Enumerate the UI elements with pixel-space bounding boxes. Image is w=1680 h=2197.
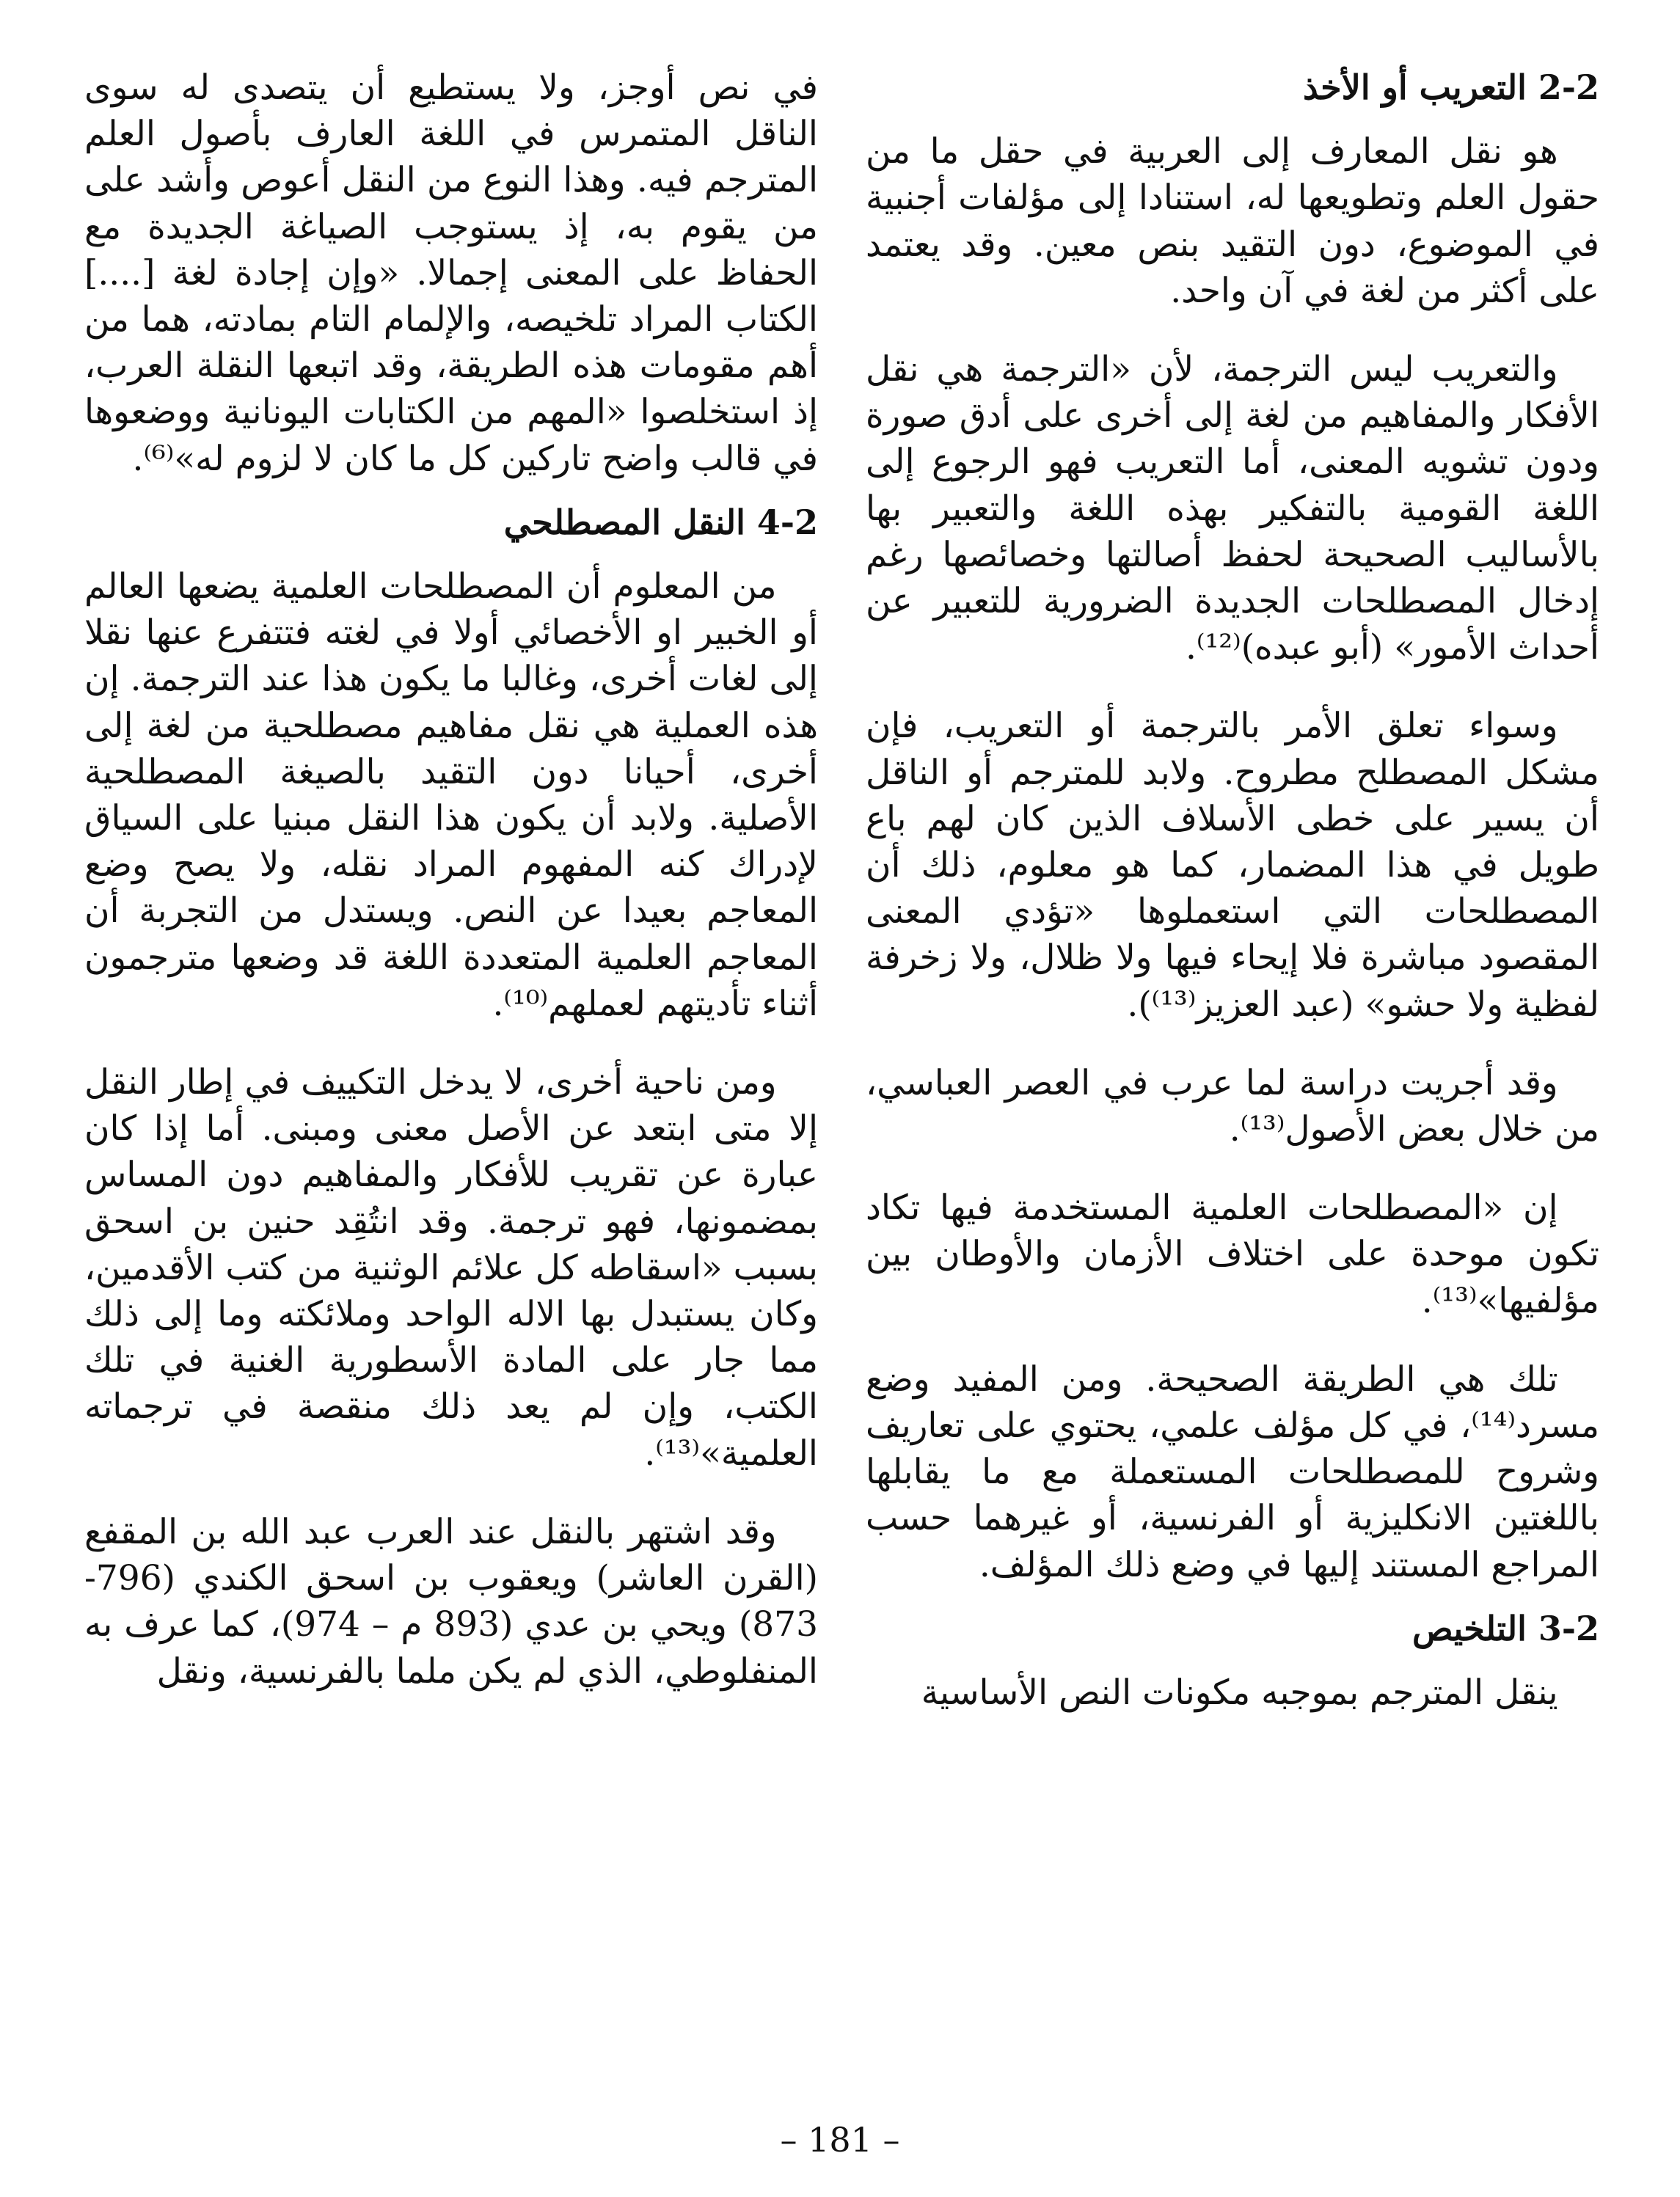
section-heading-3-2: 3-2 التلخيص	[1412, 1608, 1599, 1648]
page-number: – 181 –	[780, 2120, 900, 2160]
paragraph: وسواء تعلق الأمر بالترجمة أو التعريب، فإن مشكل المصطلح مطروح. ولابد للمترجم أو الناقل أن يسير على خطى الأسلاف الذين كان لهم باع طويل في هذا المضمار، كما هو معلوم، ذلك أن المصطلحات التي استعملوها «تؤدي المعنى المقصود مباشرة فلا إيحاء فيها ولا ظلال، ولا زخرفة لفظية ولا حشو» (عبد العزيز⁽¹³⁾).	[866, 706, 1599, 1025]
paragraph: تلك هي الطريقة الصحيحة. ومن المفيد وضع مسرد⁽¹⁴⁾، في كل مؤلف علمي، يحتوي على تعاريف وشروح للمصطلحات المستعملة مع ما يقابلها باللغتين الانكليزية أو الفرنسية، أو غيرهما حسب المراجع المستند إليها في وضع ذلك المؤلف.	[866, 1359, 1599, 1585]
paragraph: إن «المصطلحات العلمية المستخدمة فيها تكاد تكون موحدة على اختلاف الأزمان والأوطان بين مؤلفيها»⁽¹³⁾.	[866, 1188, 1599, 1321]
paragraph: وقد أجريت دراسة لما عرب في العصر العباسي، من خلال بعض الأصول⁽¹³⁾.	[866, 1062, 1599, 1150]
paragraph: من المعلوم أن المصطلحات العلمية يضعها العالم أو الخبير او الأخصائي أولا في لغته فتتفرع عنها نقلا إلى لغات أخرى، وغالبا ما يكون هذا عند الترجمة. إن هذه العملية هي نقل مفاهيم مصطلحية من لغة إلى أخرى، أحيانا دون التقيد بالصيغة المصطلحية الأصلية. ولابد أن يكون هذا النقل مبنيا على السياق لإدراك كنه المفهوم المراد نقله، ولا يصح وضع المعاجم بعيدا عن النص. ويستدل من التجربة أن المعاجم العلمية المتعددة اللغة قد وضعها مترجمون أثناء تأديتهم لعملهم⁽¹⁰⁾.	[84, 566, 818, 1024]
paragraph: والتعريب ليس الترجمة، لأن «الترجمة هي نقل الأفكار والمفاهيم من لغة إلى أخرى على أدق صورة ودون تشويه المعنى، أما التعريب فهو الرجوع إلى اللغة القومية بالتفكير بهذه اللغة والتعبير بها بالأساليب الصحيحة لحفظ أصالتها وخصائصها رغم إدخال المصطلحات الجديدة الضرورية للتعبير عن أحداث الأمور» (أبو عبده)⁽¹²⁾.	[866, 349, 1599, 668]
paragraph: هو نقل المعارف إلى العربية في حقل ما من حقول العلم وتطويعها له، استنادا إلى مؤلفات أجنبية في الموضوع، دون التقيد بنص معين. وقد يعتمد على أكثر من لغة في آن واحد.	[866, 131, 1599, 311]
paragraph: ومن ناحية أخرى، لا يدخل التكييف في إطار النقل إلا متى ابتعد عن الأصل معنى ومبنى. أما إذا كان عبارة عن تقريب للأفكار والمفاهيم دون المساس بمضمونها، فهو ترجمة. وقد انتُقِد حنين بن اسحق بسبب «اسقاطه كل علائم الوثنية من كتب الأقدمين، وكان يستبدل بها الاله الواحد وملائكته وما إلى ذلك مما جار على المادة الأسطورية الغنية في تلك الكتب، وإن لم يعد ذلك منقصة في ترجماته العلمية»⁽¹³⁾.	[84, 1062, 818, 1474]
paragraph: في نص أوجز، ولا يستطيع أن يتصدى له سوى الناقل المتمرس في اللغة العارف بأصول العلم المترجم فيه. وهذا النوع من النقل أعوص وأشد على من يقوم به، إذ يستوجب الصياغة الجديدة مع الحفاظ على المعنى إجمالا. «وإن إجادة لغة [....] الكتاب المراد تلخيصه، والإلمام التام بمادته، هما من أهم مقومات هذه الطريقة، وقد اتبعها النقلة العرب، إذ استخلصوا «المهم من الكتابات اليونانية ووضعوها في قالب واضح تاركين كل ما كان لا لزوم له»⁽⁶⁾.	[84, 67, 819, 479]
section-heading-4-2: 4-2 النقل المصطلحي	[503, 502, 818, 542]
paragraph: وقد اشتهر بالنقل عند العرب عبد الله بن المقفع (القرن العاشر) ويعقوب بن اسحق الكندي (796-873) ويحي بن عدي (893 م – 974)، كما عرف به المنفلوطي، الذي لم يكن ملما بالفرنسية، ونقل	[84, 1511, 818, 1692]
left-column	[84, 65, 818, 1695]
right-column	[866, 65, 1599, 1716]
paragraph: ينقل المترجم بموجبه مكونات النص الأساسية	[921, 1673, 1558, 1714]
section-heading-2-2: 2-2 التعريب أو الأخذ	[1303, 67, 1599, 107]
